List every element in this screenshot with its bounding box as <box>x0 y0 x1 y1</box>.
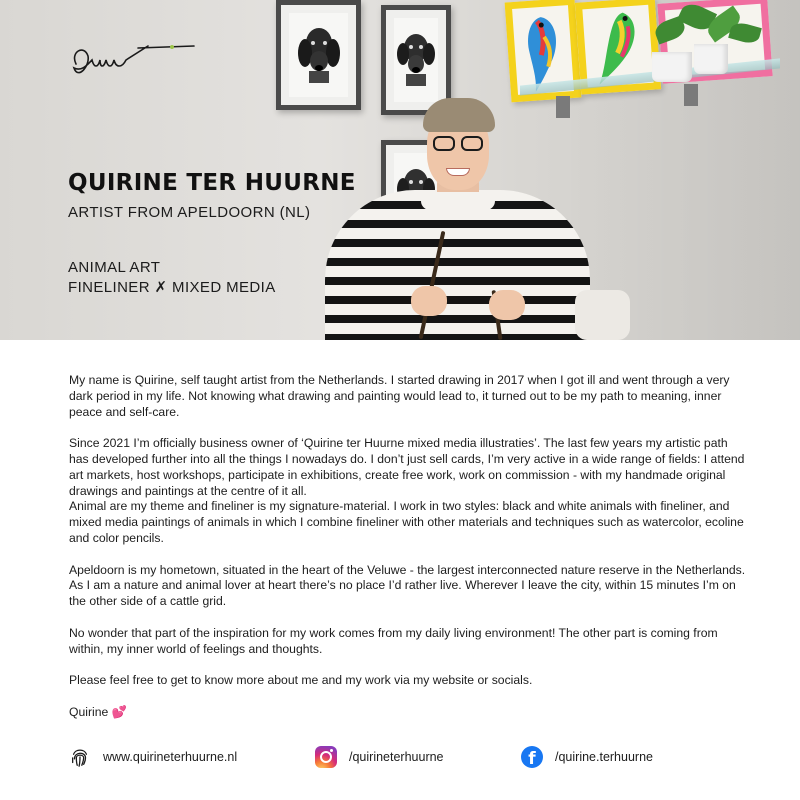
fingerprint-icon <box>69 746 91 768</box>
paragraph: My name is Quirine, self taught artist from the Netherlands. I started drawing in 2017 when I got ill and went through a very dark period in my life. Not knowing what drawing and painting would lead to, it turned out to be my path to meaning, inner peace and self-care. <box>69 373 730 419</box>
tagline-media: FINELINER ✗ MIXED MEDIA <box>68 279 276 296</box>
facebook-label[interactable]: /quirine.terhuurne <box>555 750 653 764</box>
labrador-drawing-icon <box>396 28 436 86</box>
hearts-emoji-icon: 💕 <box>111 704 127 719</box>
header-photo <box>0 0 800 340</box>
instagram-link[interactable] <box>315 746 444 768</box>
dachshund-drawing-icon <box>296 23 342 83</box>
striped-sweater <box>325 190 590 340</box>
tagline-animal-art: ANIMAL ART <box>68 259 161 276</box>
paragraph: Apeldoorn is my hometown, situated in the heart of the Veluwe - the largest interconnected nature reserve in the Netherlands. As I am a nature and animal lover at heart there’s no place I’d rather live. Wherever I leave the city, within 15 minutes I’m on the other side of a cattle grid. <box>69 562 746 609</box>
about-text <box>69 373 749 736</box>
artist-name: QUIRINE TER HUURNE <box>68 170 356 196</box>
artist-photo <box>325 90 590 340</box>
shelf-bracket <box>684 84 698 106</box>
artist-subtitle: ARTIST FROM APELDOORN (NL) <box>68 204 311 221</box>
instagram-label[interactable]: /quirineterhuurne <box>349 750 444 764</box>
facebook-icon: f <box>521 746 543 768</box>
signoff <box>69 705 749 721</box>
hand <box>489 290 525 320</box>
cushion <box>575 290 630 340</box>
paragraph: Please feel free to get to know more about me and my work via my website or socials. <box>69 673 533 688</box>
facebook-link[interactable] <box>521 746 653 768</box>
glasses-icon <box>431 136 487 152</box>
paragraph: No wonder that part of the inspiration for my work comes from my daily living environment! The other part is coming from within, my inner world of feelings and thoughts. <box>69 625 718 656</box>
hand <box>411 286 447 316</box>
signature-logo <box>68 38 198 88</box>
plant-pot <box>652 52 692 82</box>
paragraph: Since 2021 I’m officially business owner of ‘Quirine ter Huurne mixed media illustraties’. The last few years my artistic path has developed further into all the things I nowadays do. I don’t just sell cards, I’m very active in a wide range of fields: I attend art markets, host workshops, participate in exhibitions, create free work, work on commission - with my handmade original drawings and paintings at the centre of it all. <box>69 436 745 498</box>
signoff-name: Quirine <box>69 704 109 719</box>
plant-pot <box>694 44 728 74</box>
paragraph: Animal are my theme and fineliner is my signature-material. I work in two styles: black and white animals with fineliner, and mixed media paintings of animals in which I combine fineliner with other materials and techniques such as watercolor, ecoline and color pencils. <box>69 499 744 545</box>
website-link[interactable] <box>69 746 237 768</box>
website-label[interactable]: www.quirineterhuurne.nl <box>103 750 238 764</box>
instagram-icon <box>315 746 337 768</box>
